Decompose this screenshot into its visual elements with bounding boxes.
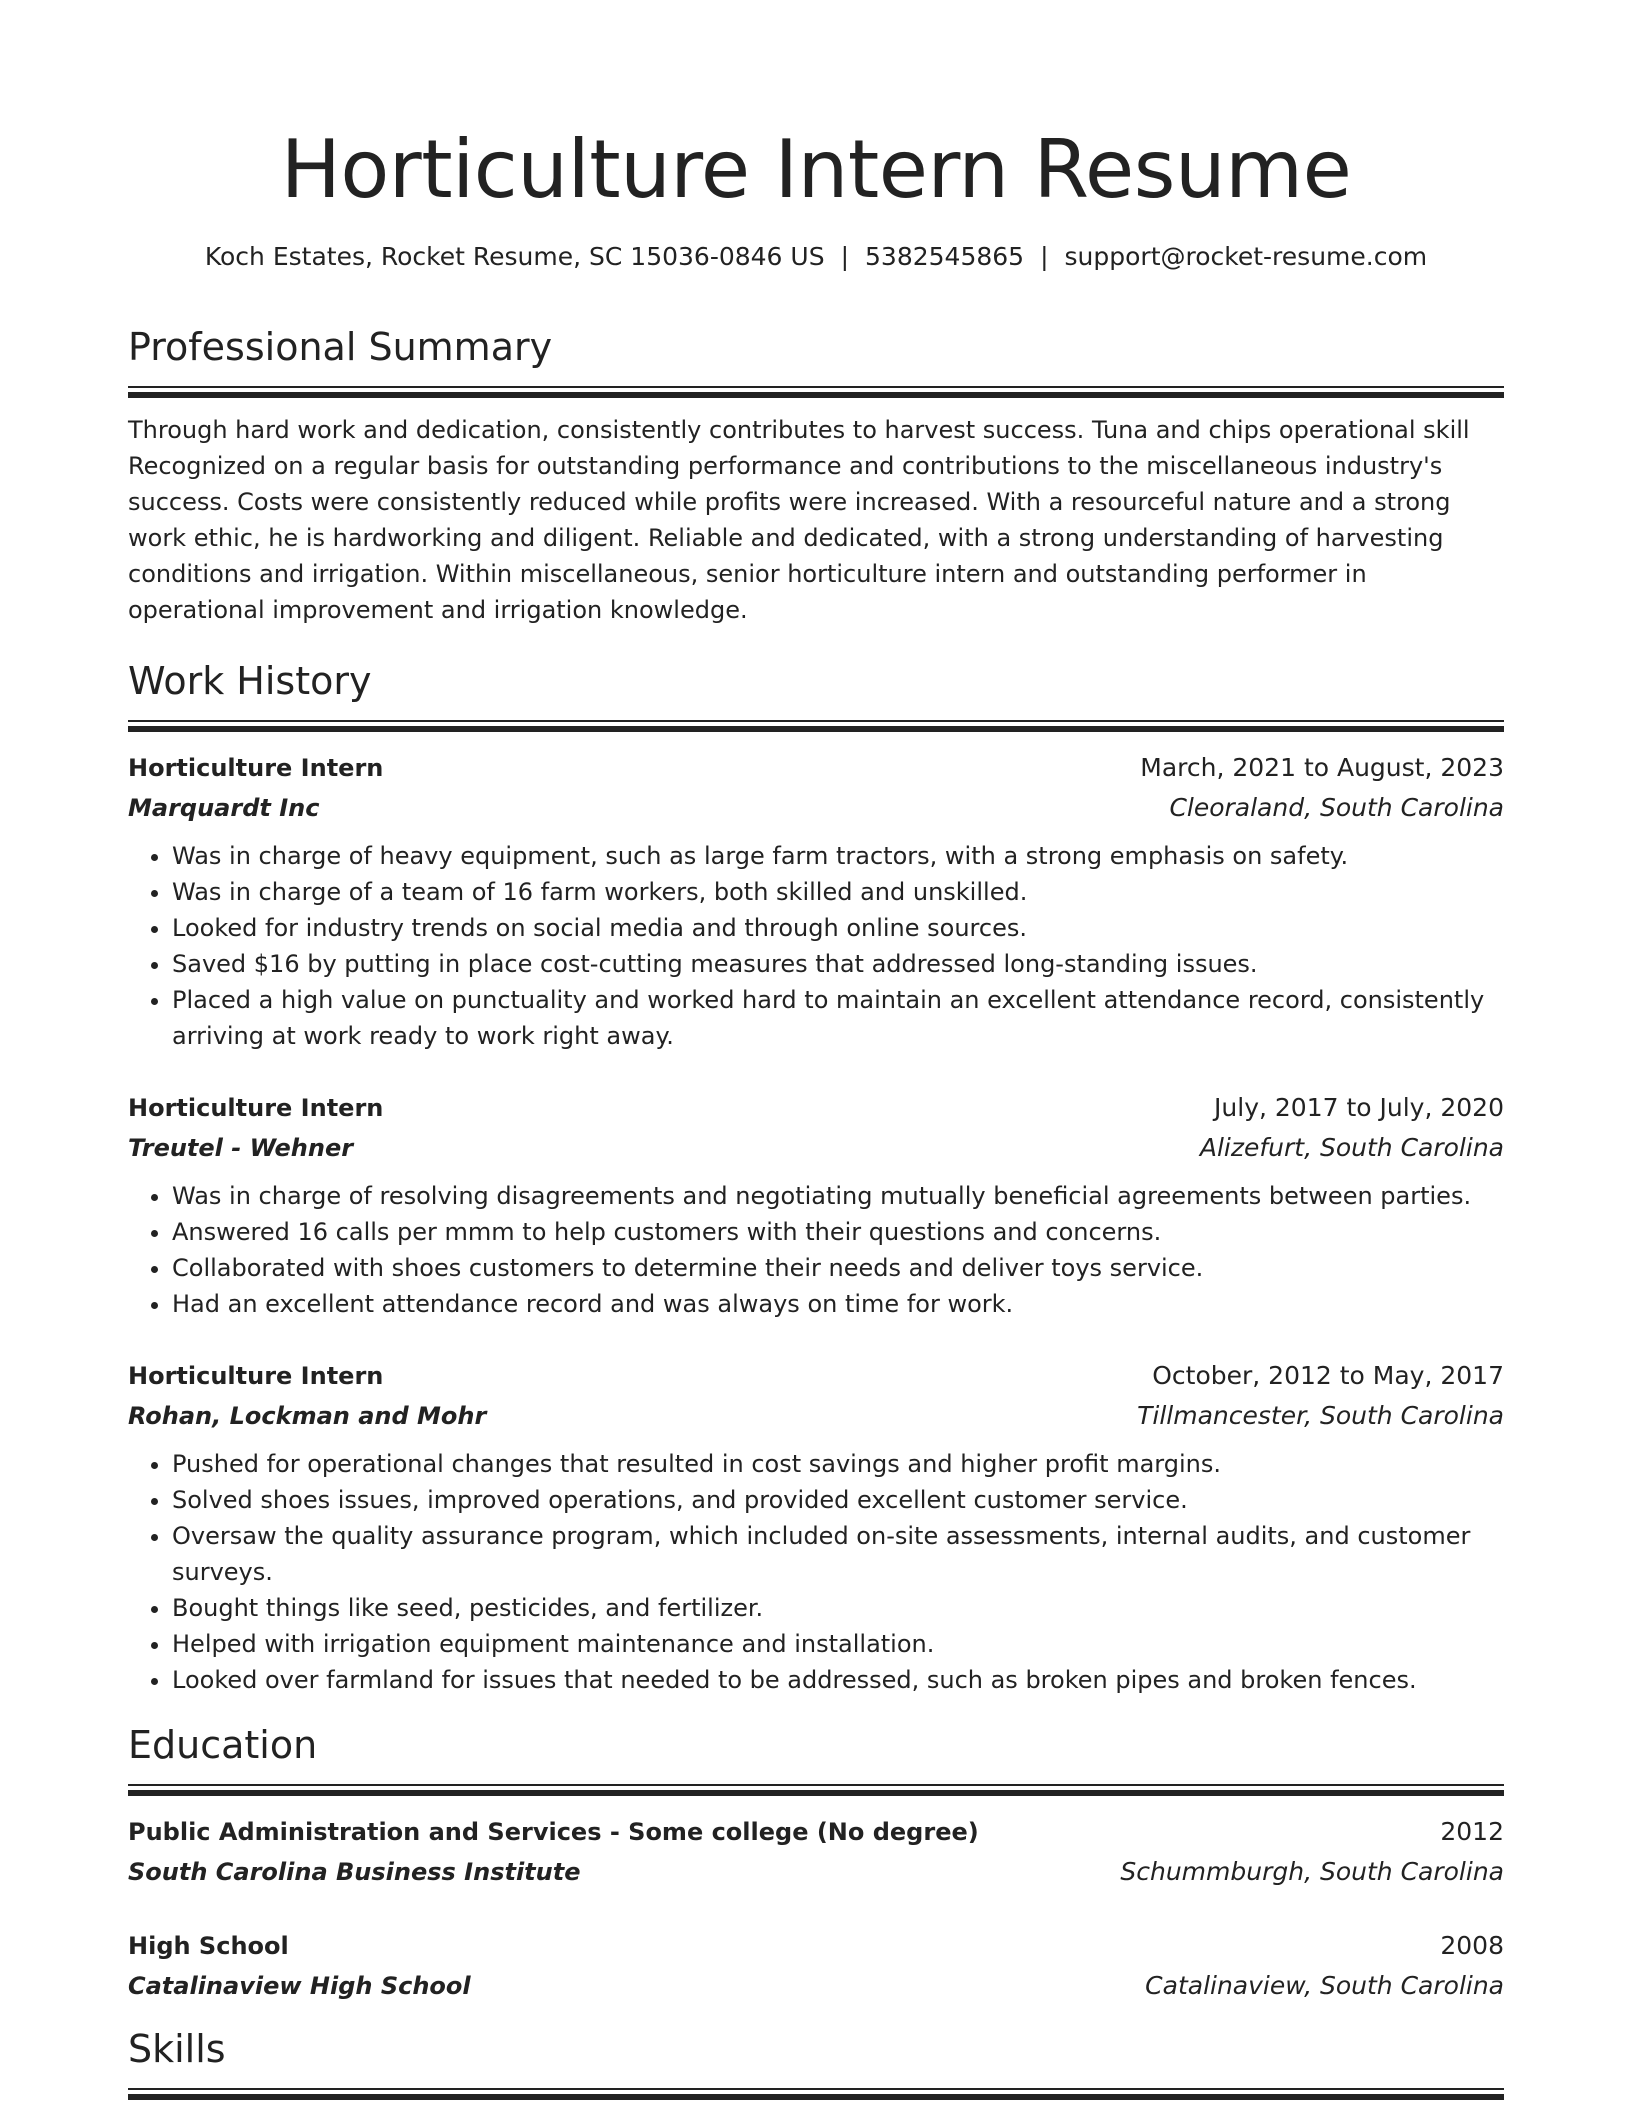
education-degree: High School [128,1932,289,1960]
job-bullet-list [128,1446,1504,1698]
job-company-row [128,1396,1504,1436]
job-bullet: • Was in charge of heavy equipment, such as large farm tractors, with a strong emphasis on safety. [172,838,1504,874]
section-divider [128,2088,1504,2100]
job-entry [128,1356,1504,1698]
job-company: Treutel - Wehner [128,1134,354,1162]
job-bullet: • Was in charge of a team of 16 farm workers, both skilled and unskilled. [172,874,1504,910]
contact-separator: | [1040,242,1049,271]
job-header-row [128,1088,1504,1128]
job-title: Horticulture Intern [128,1362,384,1390]
job-entry [128,1088,1504,1322]
job-bullet: • Solved shoes issues, improved operations, and provided excellent customer service. [172,1482,1504,1518]
section-heading-education: Education [128,1723,318,1767]
job-bullet: • Had an excellent attendance record and was always on time for work. [172,1286,1504,1322]
job-bullet: • Collaborated with shoes customers to determine their needs and deliver toys service. [172,1250,1504,1286]
education-header-row [128,1812,1504,1852]
education-degree: Public Administration and Services - Some college (No degree) [128,1818,979,1846]
contact-address: Koch Estates, Rocket Resume, SC 15036-0846 US [204,242,825,271]
education-school-row [128,1852,1504,1892]
job-header-row [128,1356,1504,1396]
job-bullet: • Answered 16 calls per mmm to help customers with their questions and concerns. [172,1214,1504,1250]
work-history-section [128,656,1504,1698]
job-location: Alizefurt, South Carolina [1199,1133,1504,1162]
job-bullet: • Looked over farmland for issues that needed to be addressed, such as broken pipes and broken fences. [172,1662,1504,1698]
section-divider [128,720,1504,732]
section-heading-work-history: Work History [128,659,372,703]
job-title: Horticulture Intern [128,1094,384,1122]
job-header-row [128,748,1504,788]
education-year: 2008 [1440,1931,1504,1960]
job-bullet: • Saved $16 by putting in place cost-cutting measures that addressed long-standing issues. [172,946,1504,982]
job-bullet: • Pushed for operational changes that resulted in cost savings and higher profit margins. [172,1446,1504,1482]
job-location: Cleoraland, South Carolina [1169,793,1504,822]
job-bullet: • Was in charge of resolving disagreements and negotiating mutually beneficial agreements between parties. [172,1178,1504,1214]
section-heading-skills: Skills [128,2027,226,2071]
job-entry [128,748,1504,1054]
education-entry [128,1812,1504,1892]
education-location: Catalinaview, South Carolina [1145,1971,1504,2000]
section-heading-summary: Professional Summary [128,325,553,369]
job-bullet: • Oversaw the quality assurance program, which included on-site assessments, internal audits, and customer surveys. [172,1518,1504,1590]
resume-title: Horticulture Intern Resume [280,123,1352,216]
job-bullet: • Helped with irrigation equipment maintenance and installation. [172,1626,1504,1662]
job-dates: October, 2012 to May, 2017 [1152,1361,1504,1390]
section-divider [128,1784,1504,1796]
summary-text: Through hard work and dedication, consistently contributes to harvest success. Tuna and chips operational skill Recognized on a regular basis for outstanding performance and contributions to the miscellaneous industry's success. Costs were consistently reduced while profits were increased. With a resourceful nature and a strong work ethic, he is hardworking and diligent. Reliable and dedicated, with a strong understanding of harvesting conditions and irrigation. Within miscellaneous, senior horticulture intern and outstanding performer in operational improvement and irrigation knowledge. [128,416,1470,624]
contact-separator: | [840,242,850,271]
job-location: Tillmancester, South Carolina [1137,1401,1504,1430]
job-dates: March, 2021 to August, 2023 [1140,753,1504,782]
education-school: South Carolina Business Institute [128,1858,581,1886]
contact-email: support@rocket-resume.com [1064,242,1428,271]
education-entry [128,1926,1504,2006]
education-header-row [128,1926,1504,1966]
contact-line [128,240,1504,274]
job-title: Horticulture Intern [128,754,384,782]
professional-summary-section [128,322,1504,628]
education-section [128,1720,1504,2006]
job-bullet-list [128,838,1504,1054]
job-bullet: • Looked for industry trends on social media and through online sources. [172,910,1504,946]
job-company: Marquardt Inc [128,794,320,822]
education-year: 2012 [1440,1817,1504,1846]
job-bullet-list [128,1178,1504,1322]
job-dates: July, 2017 to July, 2020 [1214,1093,1504,1122]
education-location: Schummburgh, South Carolina [1120,1857,1504,1886]
job-company-row [128,1128,1504,1168]
job-bullet: • Placed a high value on punctuality and worked hard to maintain an excellent attendance record, consistently arriving at work ready to work right away. [172,982,1504,1054]
job-company-row [128,788,1504,828]
skills-section [128,2024,1504,2100]
education-school: Catalinaview High School [128,1972,471,2000]
contact-phone: 5382545865 [865,242,1025,271]
job-company: Rohan, Lockman and Mohr [128,1402,487,1430]
job-bullet: • Bought things like seed, pesticides, and fertilizer. [172,1590,1504,1626]
section-divider [128,386,1504,398]
education-school-row [128,1966,1504,2006]
